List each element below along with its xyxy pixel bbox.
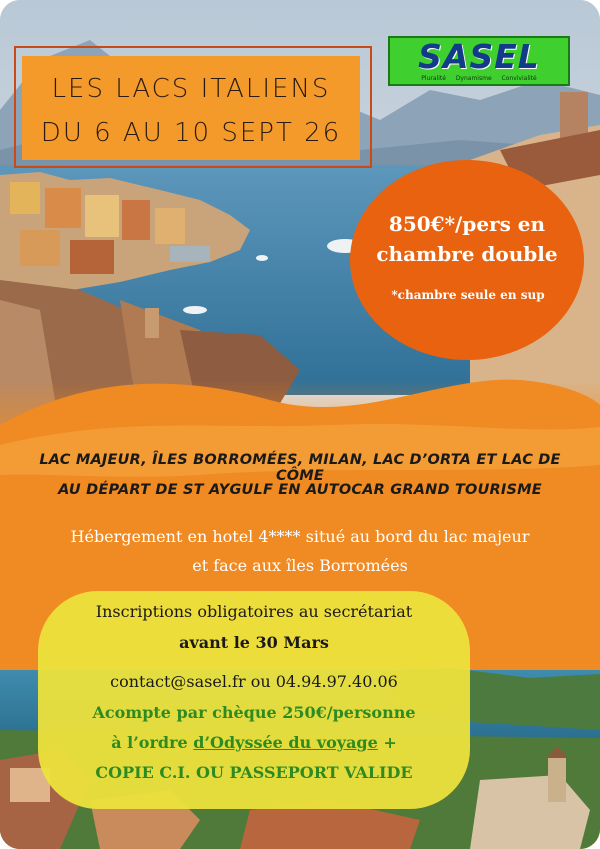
sasel-logo — [388, 36, 570, 86]
price-room-type: chambre double — [376, 242, 558, 266]
payee-prefix: à l’ordre — [111, 733, 194, 752]
registration-text: Inscriptions obligatoires au secrétariat — [95, 602, 413, 621]
title-dates: DU 6 AU 10 SEPT 26 — [40, 118, 342, 148]
logo-tagline: Pluralité Dynamisme Convivialité — [421, 75, 537, 82]
deposit-text: Acompte par chèque 250€/personne — [92, 703, 416, 722]
contact-text: contact@sasel.fr ou 04.94.97.40.06 — [110, 672, 398, 691]
payee-line — [38, 733, 470, 752]
lodging-text-2: et face aux îles Borromées — [192, 556, 408, 575]
deadline-text: avant le 30 Mars — [179, 633, 329, 652]
departure-headline: AU DÉPART DE ST AYGULF EN AUTOCAR GRAND TOURISME — [58, 482, 542, 498]
price-footnote: *chambre seule en sup — [391, 288, 545, 302]
payee-suffix: + — [377, 733, 397, 752]
title-destination: LES LACS ITALIENS — [51, 74, 331, 104]
logo-wordmark: SASEL — [418, 37, 540, 76]
itinerary-headline: LAC MAJEUR, ÎLES BORROMÉES, MILAN, LAC D’ORTA ET LAC DE CÔME — [39, 452, 561, 484]
payee-link[interactable]: d’Odyssée du voyage — [193, 733, 378, 752]
lodging-text-1: Hébergement en hotel 4**** situé au bord du lac majeur — [70, 527, 530, 546]
id-copy-text: COPIE C.I. OU PASSEPORT VALIDE — [95, 763, 413, 782]
price-amount: 850€*/pers en — [388, 212, 546, 236]
